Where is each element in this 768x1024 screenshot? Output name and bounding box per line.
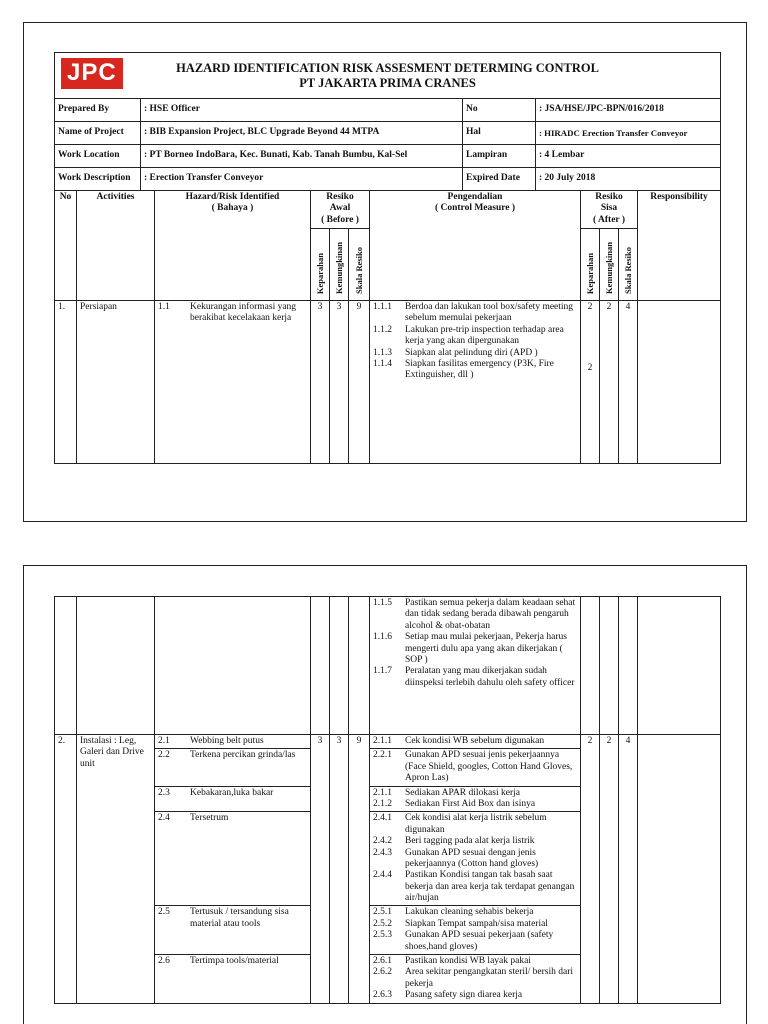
hazard-text: Webbing belt putus — [190, 736, 264, 746]
control-text: Pasang safety sign diarea kerja — [405, 990, 523, 1001]
control-text: Siapkan alat pelindung diri (APD ) — [405, 347, 538, 358]
col-responsibility: Responsibility — [638, 191, 721, 301]
control-number: 1.1.7 — [373, 666, 392, 677]
before-kemungkinan-value: 3 — [330, 301, 349, 464]
description-value: : Erection Transfer Conveyor — [141, 168, 463, 191]
row-controls — [370, 301, 581, 464]
row-activity: Persiapan — [77, 301, 155, 464]
row-hazard — [155, 906, 311, 955]
hazard-text: Terkena percikan grinda/las — [190, 750, 296, 761]
control-number: 2.1.2 — [373, 798, 392, 809]
col-after-kemungkinan — [600, 229, 619, 301]
control-text: Peralatan yang mau dikerjakan sudah diinspeksi terlebih dahulu oleh safety officer — [405, 666, 575, 688]
risk-table-continued — [54, 596, 721, 1004]
col-control — [370, 191, 581, 301]
document-page-2 — [23, 565, 747, 1024]
control-text: Lakukan pre-trip inspection terhadap area kerja yang akan dipergunakan — [405, 324, 564, 347]
control-text: Gunakan APD sesuai pekerjaan (safety shoes,hand gloves) — [405, 930, 554, 952]
control-number: 2.5.2 — [373, 918, 392, 929]
col-before — [311, 191, 370, 229]
control-number: 2.1.1 — [373, 736, 392, 746]
control-number: 1.1.4 — [373, 358, 392, 369]
control-text: Cek kondisi alat kerja listrik sebelum digunakan — [405, 813, 547, 835]
control-number: 2.6.1 — [373, 956, 392, 967]
hiradc-form — [54, 52, 720, 464]
row-hazard — [155, 786, 311, 812]
skala-label: Skala Resiko — [353, 246, 364, 294]
control-number: 1.1.1 — [373, 302, 392, 312]
before-keparahan-value: 3 — [311, 301, 330, 464]
control-number: 1.1.5 — [373, 598, 392, 608]
risk-table — [54, 190, 721, 464]
row-activity — [77, 597, 155, 735]
after-kemungkinan-value: 2 — [600, 301, 619, 464]
hazard-text: Kebakaran,luka bakar — [190, 787, 274, 798]
before-kemungkinan-value: 3 — [330, 735, 349, 1004]
kemungkinan-label: Kemungkinan — [333, 241, 344, 294]
row-hazard — [155, 749, 311, 786]
col-after — [581, 191, 638, 229]
after-keparahan-value — [581, 597, 600, 735]
col-before-line-2: Awal — [329, 203, 351, 214]
control-text: Pastikan kondisi WB layak pakai — [405, 956, 531, 967]
control-number: 2.4.2 — [373, 836, 392, 847]
col-after-skala — [619, 229, 638, 301]
control-text: Beri tagging pada alat kerja listrik — [405, 836, 535, 847]
document-title — [58, 61, 717, 90]
col-before-line-3: ( Before ) — [321, 214, 359, 225]
expired-value: : 20 July 2018 — [536, 168, 721, 191]
row-number: 1. — [55, 301, 77, 464]
control-text: Pastikan Kondisi tangan tak basah saat bekerja dan area kerja tak terdapat genangan air/hujan — [405, 870, 575, 904]
hazard-text: Tertusuk / tersandung sisa material atau tools — [190, 907, 289, 929]
title-line-1: HAZARD IDENTIFICATION RISK ASSESMENT DETERMING CONTROL — [176, 61, 599, 76]
col-hazard-subtitle: ( Bahaya ) — [211, 203, 254, 214]
after-kemungkinan-value: 2 — [600, 735, 619, 1004]
after-skala-value — [619, 597, 638, 735]
lampiran-label: Lampiran — [463, 145, 536, 168]
row-controls — [370, 735, 581, 749]
col-activities: Activities — [77, 191, 155, 301]
before-skala-value: 9 — [349, 735, 370, 1004]
table-row — [55, 301, 721, 464]
no-value: : JSA/HSE/JPC-BPN/016/2018 — [536, 99, 721, 122]
col-hazard-title: Hazard/Risk Identified — [185, 192, 280, 202]
row-controls — [370, 812, 581, 906]
control-number: 1.1.2 — [373, 324, 392, 335]
col-after-keparahan — [581, 229, 600, 301]
control-text: Gunakan APD sesuai jenis pekerjaannya (Face Shield, googles, Cotton Hand Gloves, Apron Las) — [405, 750, 573, 784]
control-number: 1.1.6 — [373, 632, 392, 643]
project-label: Name of Project — [55, 122, 141, 145]
prepared-by-label: Prepared By — [55, 99, 141, 122]
location-value: : PT Borneo IndoBara, Kec. Bunati, Kab. Tanah Bumbu, Kal-Sel — [141, 145, 463, 168]
row-hazard — [155, 301, 311, 464]
row-responsibility — [638, 301, 721, 464]
row-responsibility — [638, 735, 721, 1004]
row-controls — [370, 597, 581, 735]
row-hazard — [155, 812, 311, 906]
control-number: 2.4.4 — [373, 870, 392, 881]
control-text: Sediakan APAR dilokasi kerja — [405, 787, 520, 798]
after-keparahan-value — [581, 301, 600, 464]
control-text: Setiap mau mulai pekerjaan, Pekerja harus mengerti dulu apa yang akan dikerjakan ( SOP ) — [405, 632, 567, 665]
lampiran-value: : 4 Lembar — [536, 145, 721, 168]
jpc-logo: JPC — [61, 58, 123, 89]
skala-label: Skala Resiko — [622, 246, 633, 294]
row-controls — [370, 955, 581, 1004]
control-number: 2.5.1 — [373, 907, 392, 918]
kemungkinan-label: Kemungkinan — [603, 241, 614, 294]
col-before-kemungkinan — [330, 229, 349, 301]
control-text: Cek kondisi WB sebelum digunakan — [405, 736, 545, 746]
col-hazard — [155, 191, 311, 301]
after-skala-value: 4 — [619, 735, 638, 1004]
control-text: Area sekitar pengangkatan steril/ bersih dari pekerja — [405, 967, 574, 989]
control-number: 2.6.2 — [373, 967, 392, 978]
row-hazard — [155, 955, 311, 1004]
control-text: Gunakan APD sesuai dengan jenis pekerjaannya (Cotton hand gloves) — [405, 847, 539, 869]
control-number: 1.1.3 — [373, 347, 392, 358]
hazard-text: Tertimpa tools/material — [190, 956, 279, 967]
hal-label: Hal — [463, 122, 536, 145]
after-skala-value: 4 — [619, 301, 638, 464]
title-line-2: PT JAKARTA PRIMA CRANES — [299, 75, 476, 90]
row-controls — [370, 906, 581, 955]
hazard-number: 2.2 — [158, 750, 170, 761]
control-text: Berdoa dan lakukan tool box/safety meeting sebelum memulai pekerjaan — [405, 302, 574, 324]
no-label: No — [463, 99, 536, 122]
project-value: : BIB Expansion Project, BLC Upgrade Beyond 44 MTPA — [141, 122, 463, 145]
control-number: 2.1.1 — [373, 787, 392, 798]
row-controls — [370, 749, 581, 786]
before-kemungkinan-value — [330, 597, 349, 735]
col-after-line-3: ( After ) — [593, 214, 626, 225]
col-before-skala — [349, 229, 370, 301]
col-control-subtitle: ( Control Measure ) — [434, 203, 516, 214]
control-text: Pastikan semua pekerja dalam keadaan sehat dan tidak sedang berada dibawah pengaruh alcohol & obat-obatan — [405, 598, 576, 631]
hazard-number: 1.1 — [158, 302, 170, 312]
table-row — [55, 597, 721, 735]
prepared-by-value: : HSE Officer — [141, 99, 463, 122]
col-no: No — [55, 191, 77, 301]
description-label: Work Description — [55, 168, 141, 191]
before-skala-value — [349, 597, 370, 735]
row-activity: Instalasi : Leg, Galeri dan Drive unit — [77, 735, 155, 1004]
hazard-text: Kekurangan informasi yang berakibat kecelakaan kerja — [190, 302, 297, 324]
control-text: Sediakan First Aid Box dan isinya — [405, 798, 536, 809]
after-keparahan-value-1: 2 — [587, 302, 593, 312]
document-page-1 — [23, 22, 747, 522]
control-number: 2.5.3 — [373, 930, 392, 941]
row-hazard — [155, 735, 311, 749]
row-number — [55, 597, 77, 735]
control-number: 2.6.3 — [373, 990, 392, 1001]
row-number: 2. — [55, 735, 77, 1004]
control-text: Siapkan fasilitas emergency (P3K, Fire Extinguisher, dll ) — [405, 358, 554, 381]
col-before-line-1: Resiko — [326, 192, 354, 202]
row-hazard — [155, 597, 311, 735]
title-cell — [55, 53, 721, 99]
hazard-number: 2.6 — [158, 956, 170, 967]
hal-value: : HIRADC Erection Transfer Conveyor — [536, 122, 721, 145]
control-number: 2.4.1 — [373, 813, 392, 824]
keparahan-label: Keparahan — [584, 252, 595, 294]
col-before-keparahan — [311, 229, 330, 301]
row-controls — [370, 786, 581, 812]
control-number: 2.2.1 — [373, 750, 392, 761]
hazard-number: 2.5 — [158, 907, 170, 918]
control-number: 2.4.3 — [373, 847, 392, 858]
col-after-line-2: Sisa — [600, 203, 618, 214]
row-responsibility — [638, 597, 721, 735]
after-keparahan-value-2: 2 — [587, 363, 593, 374]
keparahan-label: Keparahan — [314, 252, 325, 294]
after-kemungkinan-value — [600, 597, 619, 735]
expired-label: Expired Date — [463, 168, 536, 191]
control-text: Siapkan Tempat sampah/sisa material — [405, 918, 548, 929]
hazard-text: Tersetrum — [190, 813, 229, 824]
col-after-line-1: Resiko — [595, 192, 623, 202]
table-row — [55, 735, 721, 749]
before-skala-value: 9 — [349, 301, 370, 464]
location-label: Work Location — [55, 145, 141, 168]
after-keparahan-value: 2 — [581, 735, 600, 1004]
before-keparahan-value: 3 — [311, 735, 330, 1004]
control-text: Lakukan cleaning sehabis bekerja — [405, 907, 534, 918]
col-control-title: Pengendalian — [447, 192, 503, 202]
header-table — [54, 52, 721, 191]
hazard-number: 2.1 — [158, 736, 170, 746]
hiradc-form-continued — [54, 596, 720, 1004]
before-keparahan-value — [311, 597, 330, 735]
hazard-number: 2.4 — [158, 813, 170, 824]
hazard-number: 2.3 — [158, 787, 170, 798]
